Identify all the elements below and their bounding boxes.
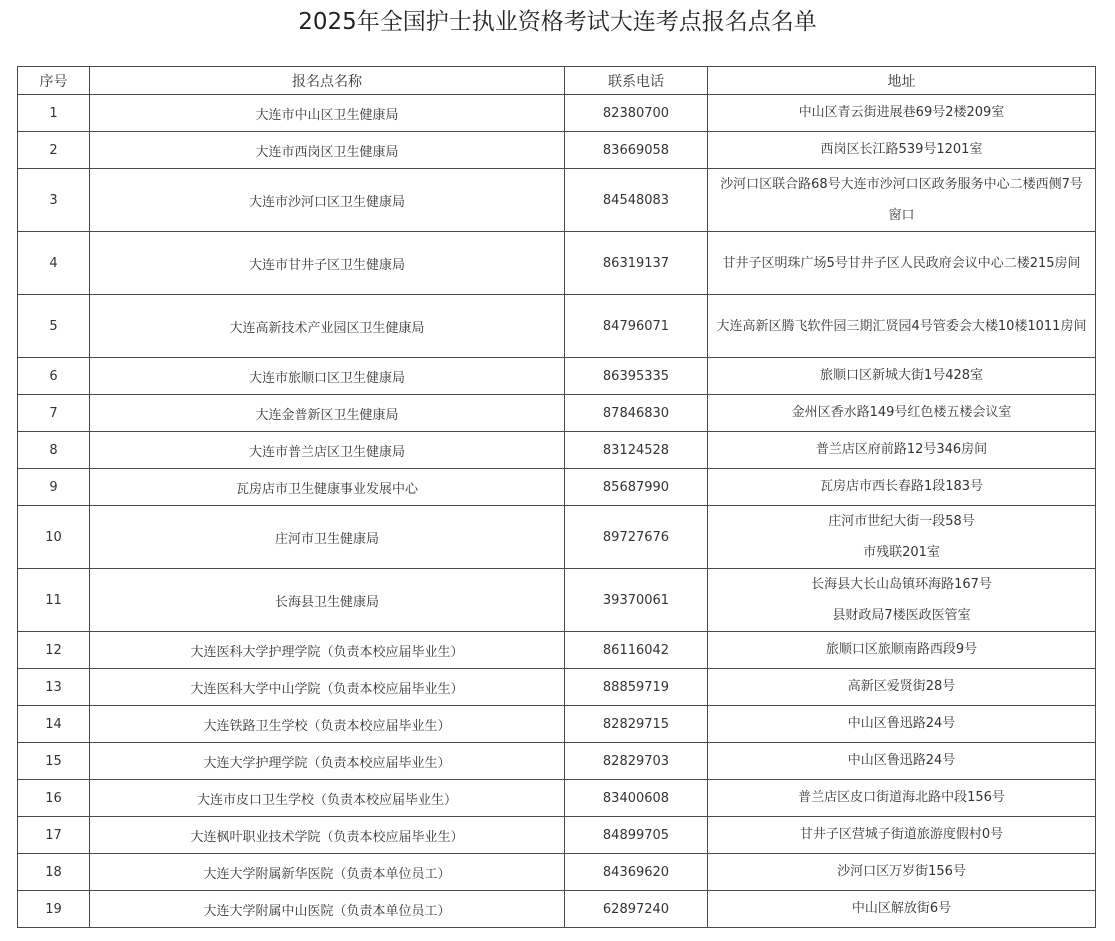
table-row — [18, 632, 1096, 669]
table-row — [18, 706, 1096, 743]
table-row — [18, 669, 1096, 706]
cell-name: 大连大学附属新华医院（负责本单位员工） — [90, 854, 565, 891]
cell-address: 中山区鲁迅路24号 — [708, 706, 1096, 743]
table-row — [18, 169, 1096, 232]
cell-phone: 82829715 — [565, 706, 708, 743]
page-title: 2025年全国护士执业资格考试大连考点报名点名单 — [298, 9, 817, 35]
cell-index: 1 — [18, 95, 90, 132]
table-row — [18, 232, 1096, 295]
cell-address: 中山区青云街进展巷69号2楼209室 — [708, 95, 1096, 132]
cell-index: 3 — [18, 169, 90, 232]
cell-phone: 88859719 — [565, 669, 708, 706]
cell-name: 大连大学附属中山医院（负责本单位员工） — [90, 891, 565, 928]
header-name: 报名点名称 — [90, 67, 565, 95]
cell-index: 5 — [18, 295, 90, 358]
cell-phone: 87846830 — [565, 395, 708, 432]
cell-phone: 84899705 — [565, 817, 708, 854]
cell-phone: 86319137 — [565, 232, 708, 295]
cell-address: 高新区爱贤街28号 — [708, 669, 1096, 706]
cell-address: 普兰店区皮口街道海北路中段156号 — [708, 780, 1096, 817]
address-line-2: 县财政局7楼医政医管室 — [832, 608, 971, 623]
table-row — [18, 854, 1096, 891]
cell-phone: 83124528 — [565, 432, 708, 469]
header-phone: 联系电话 — [565, 67, 708, 95]
table-row — [18, 295, 1096, 358]
cell-phone: 83400608 — [565, 780, 708, 817]
cell-index: 12 — [18, 632, 90, 669]
cell-name: 大连市中山区卫生健康局 — [90, 95, 565, 132]
cell-name: 庄河市卫生健康局 — [90, 506, 565, 569]
cell-index: 2 — [18, 132, 90, 169]
cell-name: 大连市甘井子区卫生健康局 — [90, 232, 565, 295]
cell-index: 10 — [18, 506, 90, 569]
cell-index: 8 — [18, 432, 90, 469]
table-row — [18, 506, 1096, 569]
cell-address: 普兰店区府前路12号346房间 — [708, 432, 1096, 469]
table-row — [18, 891, 1096, 928]
table-row — [18, 780, 1096, 817]
cell-address: 甘井子区营城子街道旅游度假村0号 — [708, 817, 1096, 854]
cell-name: 大连市旅顺口区卫生健康局 — [90, 358, 565, 395]
cell-name: 大连铁路卫生学校（负责本校应届毕业生） — [90, 706, 565, 743]
cell-address — [708, 569, 1096, 632]
table-row — [18, 132, 1096, 169]
cell-name: 大连市沙河口区卫生健康局 — [90, 169, 565, 232]
cell-address: 西岗区长江路539号1201室 — [708, 132, 1096, 169]
address-line-1: 长海县大长山岛镇环海路167号 — [811, 577, 992, 592]
cell-address: 旅顺口区新城大街1号428室 — [708, 358, 1096, 395]
cell-phone: 86116042 — [565, 632, 708, 669]
cell-address: 甘井子区明珠广场5号甘井子区人民政府会议中心二楼215房间 — [708, 232, 1096, 295]
cell-name: 长海县卫生健康局 — [90, 569, 565, 632]
cell-name: 大连高新技术产业园区卫生健康局 — [90, 295, 565, 358]
cell-phone: 84796071 — [565, 295, 708, 358]
cell-address: 大连高新区腾飞软件园三期汇贤园4号管委会大楼10楼1011房间 — [708, 295, 1096, 358]
table-row — [18, 817, 1096, 854]
cell-name: 大连枫叶职业技术学院（负责本校应届毕业生） — [90, 817, 565, 854]
cell-index: 18 — [18, 854, 90, 891]
table-header-row — [18, 67, 1096, 95]
cell-address — [708, 506, 1096, 569]
cell-index: 13 — [18, 669, 90, 706]
cell-phone: 62897240 — [565, 891, 708, 928]
cell-phone: 89727676 — [565, 506, 708, 569]
cell-name: 大连市皮口卫生学校（负责本校应届毕业生） — [90, 780, 565, 817]
cell-address: 瓦房店市西长春路1段183号 — [708, 469, 1096, 506]
cell-name: 大连市西岗区卫生健康局 — [90, 132, 565, 169]
address-line-1: 庄河市世纪大街一段58号 — [828, 514, 975, 529]
cell-address: 沙河口区联合路68号大连市沙河口区政务服务中心二楼西侧7号窗口 — [708, 169, 1096, 232]
cell-name: 大连市普兰店区卫生健康局 — [90, 432, 565, 469]
cell-index: 4 — [18, 232, 90, 295]
cell-address: 中山区鲁迅路24号 — [708, 743, 1096, 780]
cell-phone: 84369620 — [565, 854, 708, 891]
cell-phone: 83669058 — [565, 132, 708, 169]
table-row — [18, 432, 1096, 469]
cell-name: 大连大学护理学院（负责本校应届毕业生） — [90, 743, 565, 780]
cell-address: 沙河口区万岁街156号 — [708, 854, 1096, 891]
cell-address: 中山区解放街6号 — [708, 891, 1096, 928]
cell-index: 11 — [18, 569, 90, 632]
table-row — [18, 358, 1096, 395]
cell-phone: 84548083 — [565, 169, 708, 232]
cell-phone: 85687990 — [565, 469, 708, 506]
table-row — [18, 743, 1096, 780]
table-row — [18, 469, 1096, 506]
table-row — [18, 395, 1096, 432]
cell-address: 金州区香水路149号红色楼五楼会议室 — [708, 395, 1096, 432]
registration-table — [17, 66, 1096, 928]
cell-name: 大连医科大学中山学院（负责本校应届毕业生） — [90, 669, 565, 706]
cell-index: 7 — [18, 395, 90, 432]
cell-index: 14 — [18, 706, 90, 743]
cell-phone: 82829703 — [565, 743, 708, 780]
cell-phone: 86395335 — [565, 358, 708, 395]
header-address: 地址 — [708, 67, 1096, 95]
cell-phone: 82380700 — [565, 95, 708, 132]
cell-index: 15 — [18, 743, 90, 780]
cell-index: 17 — [18, 817, 90, 854]
address-line-2: 市残联201室 — [863, 545, 940, 560]
table-row — [18, 95, 1096, 132]
cell-index: 6 — [18, 358, 90, 395]
cell-index: 16 — [18, 780, 90, 817]
header-index: 序号 — [18, 67, 90, 95]
cell-name: 瓦房店市卫生健康事业发展中心 — [90, 469, 565, 506]
cell-address: 旅顺口区旅顺南路西段9号 — [708, 632, 1096, 669]
cell-index: 9 — [18, 469, 90, 506]
cell-name: 大连医科大学护理学院（负责本校应届毕业生） — [90, 632, 565, 669]
table-row — [18, 569, 1096, 632]
cell-index: 19 — [18, 891, 90, 928]
cell-phone: 39370061 — [565, 569, 708, 632]
cell-name: 大连金普新区卫生健康局 — [90, 395, 565, 432]
